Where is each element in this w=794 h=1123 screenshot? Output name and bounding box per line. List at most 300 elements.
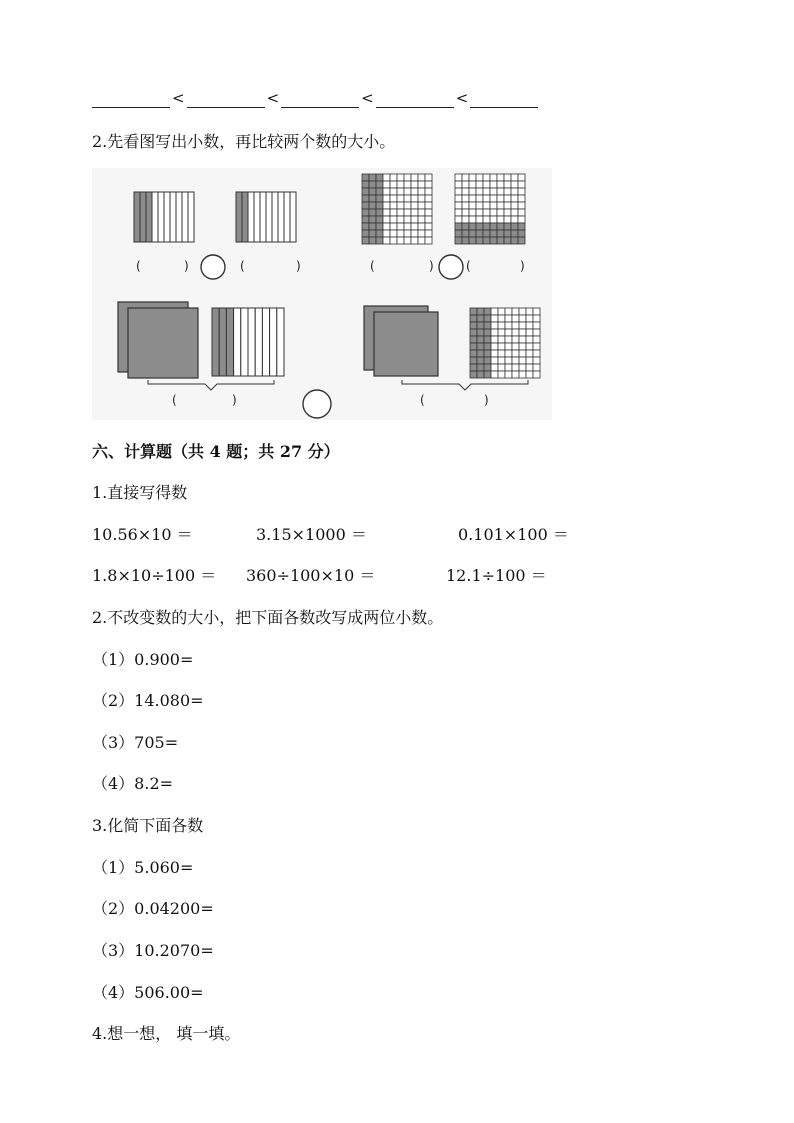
hundredths-model-b-cell [511,223,518,230]
hundredths-model-c-cell [533,371,540,378]
hundredths-model-c-cell [526,336,533,343]
hundredths-model-b-cell [490,188,497,195]
hundredths-model-b-cell [497,195,504,202]
hundredths-model-c-cell [512,315,519,322]
less-than-sign: < [172,89,185,107]
hundredths-model-b-cell [476,237,483,244]
hundredths-model-c-cell [512,350,519,357]
hundredths-model-c-cell [477,343,484,350]
hundredths-model-a-cell [369,181,376,188]
calc-item: 12.1÷100 ＝ [446,566,547,585]
hundredths-model-a-cell [376,195,383,202]
hundredths-model-a-cell [369,237,376,244]
tenths-model-c-strip [212,308,219,376]
hundredths-model-c-cell [519,329,526,336]
tenths-model-b-strip [236,192,242,242]
hundredths-model-b-cell [455,202,462,209]
tenths-model-c-strip [241,308,248,376]
hundredths-model-b-cell [462,202,469,209]
hundredths-model-a-cell [397,237,404,244]
hundredths-model-b-cell [497,174,504,181]
hundredths-model-c-cell [470,315,477,322]
hundredths-model-a-cell [404,230,411,237]
hundredths-model-c-cell [484,357,491,364]
hundredths-model-c-cell [533,343,540,350]
hundredths-model-b-cell [455,181,462,188]
answer-blank-2[interactable] [187,91,265,108]
hundredths-model-a-cell [404,223,411,230]
tenths-model-b-strip [278,192,284,242]
hundredths-model-c-cell [505,322,512,329]
hundredths-model-a-cell [390,181,397,188]
hundredths-model-c-cell [498,371,505,378]
hundredths-model-c-cell [533,364,540,371]
list-item: （4）506.00= [92,983,204,1002]
compare-circle-3 [303,390,331,418]
hundredths-model-a-cell [418,237,425,244]
hundredths-model-b-cell [518,216,525,223]
hundredths-model-a-cell [411,181,418,188]
answer-c-close-paren: ) [429,259,434,273]
answer-blank-3[interactable] [281,91,359,108]
hundredths-model-a-cell [418,230,425,237]
hundredths-model-c-cell [512,308,519,315]
hundredths-model-c-cell [505,357,512,364]
less-than-sign: < [266,89,280,107]
hundredths-model-c-cell [512,322,519,329]
tenths-model-c-strip [219,308,226,376]
answer-e-close-paren: ) [232,393,237,407]
hundredths-model-a-cell [418,223,425,230]
hundredths-model-c-cell [477,364,484,371]
hundredths-model-b-cell [455,174,462,181]
hundredths-model-c-cell [505,315,512,322]
tenths-model-a-strip [152,192,158,242]
hundredths-model-a-cell [383,195,390,202]
hundredths-model-a-cell [376,181,383,188]
answer-blank-5[interactable] [470,91,538,108]
hundredths-model-c-cell [498,343,505,350]
hundredths-model-c-cell [498,322,505,329]
brace-left [148,380,274,390]
hundredths-model-c-cell [470,329,477,336]
hundredths-model-a-cell [376,202,383,209]
hundredths-model-c-cell [484,322,491,329]
hundredths-model-b-cell [476,195,483,202]
hundredths-model-a-cell [383,181,390,188]
hundredths-model-b-cell [483,209,490,216]
hundredths-model-a-cell [362,202,369,209]
hundredths-model-b-cell [455,188,462,195]
list-item: （3）705= [92,733,179,752]
hundredths-model-c-cell [519,322,526,329]
hundredths-model-a-cell [411,202,418,209]
hundredths-model-b-cell [511,209,518,216]
hundredths-model-b-cell [504,174,511,181]
calc-item: 0.101×100 ＝ [458,525,569,544]
q1-title: 1.直接写得数 [92,483,188,502]
hundredths-model-c-cell [519,343,526,350]
hundredths-model-c-cell [498,364,505,371]
hundredths-model-b-cell [490,237,497,244]
hundredths-model-c-cell [491,336,498,343]
hundredths-model-c-cell [533,350,540,357]
hundredths-model-b-cell [518,209,525,216]
hundredths-model-c-cell [526,350,533,357]
hundredths-model-c-cell [484,336,491,343]
hundredths-model-b-cell [497,237,504,244]
hundredths-model-b-cell [476,230,483,237]
hundredths-model-a-cell [390,195,397,202]
hundredths-model-c-cell [470,371,477,378]
hundredths-model-c-cell [512,343,519,350]
hundredths-model-b-cell [504,202,511,209]
hundredths-model-b-cell [511,188,518,195]
hundredths-model-b-cell [490,181,497,188]
hundredths-model-b-cell [455,209,462,216]
hundredths-model-b-cell [476,188,483,195]
hundredths-model-b-cell [483,237,490,244]
hundredths-model-b-cell [469,202,476,209]
hundredths-model-c-cell [470,336,477,343]
hundredths-model-a-cell [404,195,411,202]
hundredths-model-c-cell [519,308,526,315]
hundredths-model-b-cell [504,216,511,223]
decimal-figure [92,168,552,420]
hundredths-model-c-cell [526,343,533,350]
hundredths-model-c-cell [533,329,540,336]
hundredths-model-b-cell [476,223,483,230]
hundredths-model-c-cell [491,364,498,371]
hundredths-model-b-cell [476,209,483,216]
hundredths-model-c-cell [533,308,540,315]
answer-c-open-paren: ( [370,259,375,273]
hundredths-model-c-cell [505,371,512,378]
hundredths-model-c-cell [484,364,491,371]
answer-blank-1[interactable] [92,91,170,108]
tenths-model-b-strip [290,192,296,242]
hundredths-model-b-cell [497,223,504,230]
hundredths-model-a-cell [418,216,425,223]
hundredths-model-a-cell [425,230,432,237]
tenths-model-c-strip [262,308,269,376]
hundredths-model-c-cell [526,329,533,336]
hundredths-model-b-cell [462,174,469,181]
hundredths-model-a-cell [397,174,404,181]
hundredths-model-c-cell [526,364,533,371]
hundredths-model-a-cell [411,209,418,216]
hundredths-model-a-cell [362,216,369,223]
brace-right [402,380,528,390]
hundredths-model-a-cell [383,188,390,195]
hundredths-model-a-cell [425,223,432,230]
hundredths-model-c-cell [505,350,512,357]
hundredths-model-b-cell [469,174,476,181]
hundredths-model-b-cell [504,223,511,230]
hundredths-model-c-cell [526,315,533,322]
list-item: （1）5.060= [92,858,194,877]
hundredths-model-a-cell [390,237,397,244]
hundredths-model-c-cell [484,343,491,350]
hundredths-model-b-cell [497,188,504,195]
hundredths-model-a-cell [362,181,369,188]
hundredths-model-b-cell [490,174,497,181]
less-than-sign: < [361,89,374,107]
hundredths-model-c-cell [477,371,484,378]
hundredths-model-a-cell [390,223,397,230]
hundredths-model-b-cell [504,237,511,244]
section-6-title: 六、计算题（共 4 题；共 27 分） [92,442,340,461]
hundredths-model-c-cell [484,371,491,378]
tenths-model-b-strip [284,192,290,242]
hundredths-model-c-cell [519,371,526,378]
hundredths-model-b-cell [511,181,518,188]
hundredths-model-b-cell [511,230,518,237]
hundredths-model-b-cell [490,202,497,209]
hundredths-model-b-cell [504,188,511,195]
hundredths-model-a-cell [404,174,411,181]
hundredths-model-a-cell [411,216,418,223]
list-item: （1）0.900= [92,650,194,669]
hundredths-model-b-cell [490,216,497,223]
decimal-figure-svg [92,168,552,420]
hundredths-model-a-cell [383,230,390,237]
hundredths-model-b-cell [469,216,476,223]
hundredths-model-b-cell [462,188,469,195]
hundredths-model-a-cell [362,237,369,244]
hundredths-model-c-cell [519,350,526,357]
hundredths-model-c-cell [477,357,484,364]
tenths-model-c-strip [248,308,255,376]
hundredths-model-a-cell [404,188,411,195]
hundredths-model-a-cell [425,195,432,202]
hundredths-model-a-cell [411,230,418,237]
hundredths-model-c-cell [505,329,512,336]
hundredths-model-a-cell [411,223,418,230]
whole-square-left-front [128,308,198,378]
hundredths-model-c-cell [512,371,519,378]
hundredths-model-a-cell [425,209,432,216]
tenths-model-a-strip [188,192,194,242]
hundredths-model-b-cell [518,223,525,230]
hundredths-model-c-cell [477,336,484,343]
hundredths-model-a-cell [411,237,418,244]
hundredths-model-a-cell [390,188,397,195]
hundredths-model-c-cell [470,350,477,357]
hundredths-model-b-cell [462,209,469,216]
hundredths-model-a-cell [362,209,369,216]
tenths-model-b-strip [242,192,248,242]
answer-e-open-paren: ( [172,393,177,407]
hundredths-model-a-cell [404,202,411,209]
hundredths-model-b-cell [490,223,497,230]
hundredths-model-a-cell [397,195,404,202]
q4-title: 4.想一想， 填一填。 [92,1024,241,1043]
hundredths-model-b-cell [504,209,511,216]
hundredths-model-b-cell [483,230,490,237]
hundredths-model-b-cell [497,181,504,188]
tenths-model-a-strip [176,192,182,242]
hundredths-model-a-cell [397,216,404,223]
hundredths-model-c-cell [512,357,519,364]
hundredths-model-b-cell [511,216,518,223]
hundredths-model-b-cell [497,202,504,209]
hundredths-model-a-cell [404,216,411,223]
hundredths-model-b-cell [497,216,504,223]
hundredths-model-b-cell [476,216,483,223]
hundredths-model-c-cell [519,315,526,322]
hundredths-model-a-cell [369,223,376,230]
hundredths-model-c-cell [470,364,477,371]
tenths-model-c-strip [234,308,241,376]
hundredths-model-a-cell [411,188,418,195]
tenths-model-a-strip [146,192,152,242]
hundredths-model-b-cell [490,195,497,202]
hundredths-model-c-cell [477,322,484,329]
hundredths-model-a-cell [369,216,376,223]
hundredths-model-a-cell [404,209,411,216]
calc-item: 1.8×10÷100 ＝ [92,566,217,585]
hundredths-model-a-cell [390,202,397,209]
hundredths-model-a-cell [425,174,432,181]
hundredths-model-a-cell [376,223,383,230]
hundredths-model-b-cell [504,230,511,237]
hundredths-model-c-cell [533,322,540,329]
hundredths-model-c-cell [505,336,512,343]
hundredths-model-a-cell [390,230,397,237]
hundredths-model-b-cell [455,230,462,237]
calc-item: 3.15×1000 ＝ [256,525,367,544]
hundredths-model-b-cell [497,230,504,237]
hundredths-model-a-cell [383,202,390,209]
hundredths-model-c-cell [491,322,498,329]
hundredths-model-c-cell [470,308,477,315]
hundredths-model-b-cell [462,181,469,188]
hundredths-model-b-cell [518,174,525,181]
hundredths-model-c-cell [484,329,491,336]
hundredths-model-b-cell [518,188,525,195]
hundredths-model-a-cell [418,202,425,209]
hundredths-model-a-cell [376,237,383,244]
hundredths-model-c-cell [526,357,533,364]
hundredths-model-a-cell [376,230,383,237]
answer-f-open-paren: ( [420,393,425,407]
calc-item: 360÷100×10 ＝ [246,566,376,585]
hundredths-model-a-cell [383,209,390,216]
hundredths-model-a-cell [369,195,376,202]
hundredths-model-a-cell [397,181,404,188]
hundredths-model-b-cell [483,216,490,223]
list-item: （2）0.04200= [92,899,214,918]
hundredths-model-b-cell [490,209,497,216]
tenths-model-a-strip [182,192,188,242]
hundredths-model-b-cell [490,230,497,237]
hundredths-model-c-cell [512,336,519,343]
hundredths-model-c-cell [477,350,484,357]
answer-d-open-paren: ( [466,259,471,273]
hundredths-model-c-cell [519,336,526,343]
hundredths-model-b-cell [511,202,518,209]
hundredths-model-a-cell [418,195,425,202]
hundredths-model-c-cell [491,329,498,336]
calc-item: 10.56×10 ＝ [92,525,193,544]
hundredths-model-b-cell [462,237,469,244]
q3-title: 3.化简下面各数 [92,816,204,835]
tenths-model-b-strip [260,192,266,242]
hundredths-model-c-cell [477,308,484,315]
hundredths-model-a-cell [411,174,418,181]
hundredths-model-b-cell [504,195,511,202]
hundredths-model-b-cell [462,223,469,230]
hundredths-model-b-cell [469,188,476,195]
hundredths-model-a-cell [383,223,390,230]
list-item: （3）10.2070= [92,941,214,960]
hundredths-model-c-cell [498,336,505,343]
hundredths-model-b-cell [483,195,490,202]
question-2-title: 2.先看图写出小数，再比较两个数的大小。 [92,132,396,151]
hundredths-model-c-cell [505,308,512,315]
hundredths-model-a-cell [369,188,376,195]
hundredths-model-c-cell [484,315,491,322]
hundredths-model-a-cell [376,174,383,181]
hundredths-model-b-cell [518,195,525,202]
hundredths-model-b-cell [518,181,525,188]
hundredths-model-c-cell [533,336,540,343]
tenths-model-b-strip [266,192,272,242]
hundredths-model-a-cell [425,181,432,188]
tenths-model-a-strip [158,192,164,242]
hundredths-model-a-cell [369,209,376,216]
hundredths-model-a-cell [383,237,390,244]
hundredths-model-c-cell [519,364,526,371]
hundredths-model-b-cell [483,202,490,209]
hundredths-model-c-cell [498,357,505,364]
hundredths-model-b-cell [455,237,462,244]
answer-b-open-paren: ( [240,259,245,273]
hundredths-model-b-cell [469,195,476,202]
hundredths-model-c-cell [505,364,512,371]
answer-blank-4[interactable] [376,91,454,108]
hundredths-model-c-cell [470,322,477,329]
hundredths-model-a-cell [418,181,425,188]
hundredths-model-c-cell [498,315,505,322]
hundredths-model-b-cell [511,195,518,202]
hundredths-model-c-cell [505,343,512,350]
hundredths-model-c-cell [533,315,540,322]
hundredths-model-c-cell [526,308,533,315]
tenths-model-b-strip [254,192,260,242]
answer-a-open-paren: ( [136,259,141,273]
hundredths-model-a-cell [418,188,425,195]
hundredths-model-b-cell [476,174,483,181]
hundredths-model-a-cell [425,237,432,244]
hundredths-model-b-cell [469,230,476,237]
hundredths-model-c-cell [491,343,498,350]
hundredths-model-a-cell [404,237,411,244]
less-than-sign: < [455,89,469,107]
hundredths-model-c-cell [491,357,498,364]
hundredths-model-a-cell [362,174,369,181]
hundredths-model-b-cell [462,216,469,223]
answer-d-close-paren: ) [520,259,525,273]
hundredths-model-a-cell [362,230,369,237]
hundredths-model-a-cell [397,230,404,237]
list-item: （4）8.2= [92,774,174,793]
hundredths-model-a-cell [425,188,432,195]
hundredths-model-c-cell [491,308,498,315]
hundredths-model-a-cell [397,202,404,209]
hundredths-model-b-cell [518,230,525,237]
